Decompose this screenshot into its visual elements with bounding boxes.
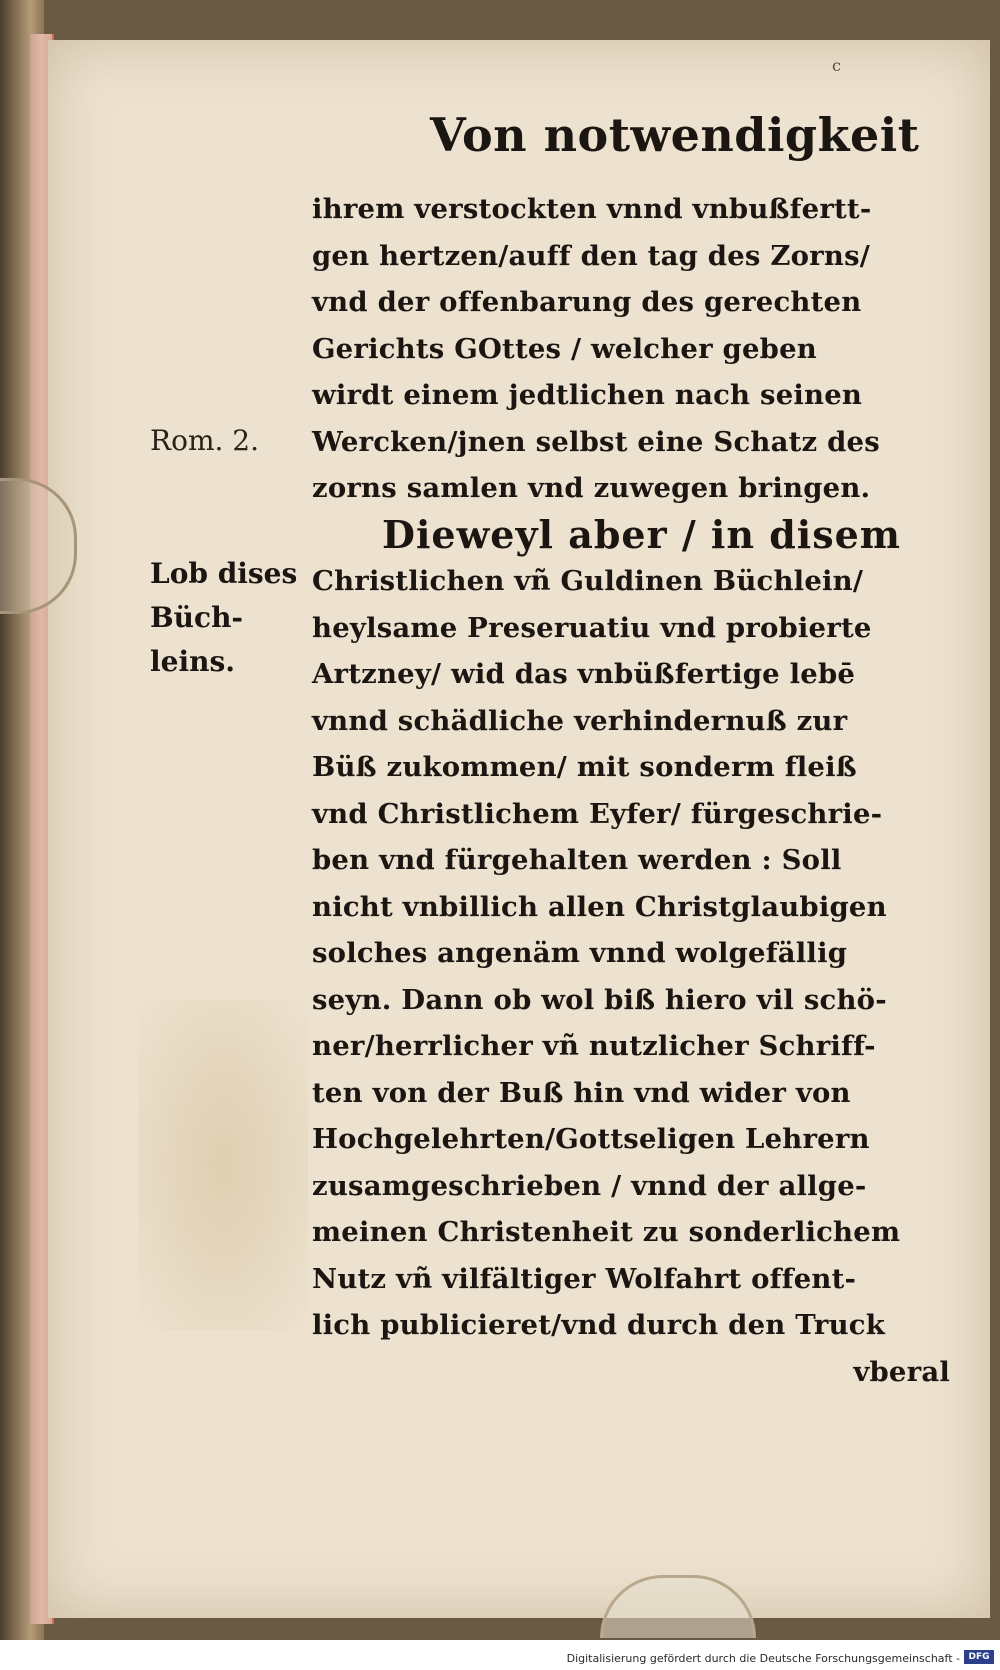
text-line: heylsame Preseruatiu vnd probierte (312, 611, 872, 644)
margin-note (150, 552, 297, 684)
paragraph-opening-line: Dieweyl aber / in disem (382, 511, 902, 557)
text-line: vnnd schädliche verhindernuß zur (312, 704, 848, 737)
text-line: Hochgelehrten/Gottseligen Lehrern (312, 1123, 870, 1155)
text-line: vnd der offenbarung des gerechten (312, 286, 862, 318)
catchword: vberal (853, 1355, 950, 1388)
text-line: wirdt einem jedtlichen nach seinen (312, 379, 863, 411)
margin-note-line: Lob dises (150, 557, 298, 590)
margin-note-line: Büch- (150, 601, 244, 634)
text-line: Büß zukommen/ mit sonderm fleiß (312, 751, 857, 783)
text-line: zusamgeschrieben / vnnd der allge- (312, 1169, 867, 1202)
margin-reference: Rom. 2. (150, 424, 260, 457)
text-line: meinen Christenheit zu sonderlichem (312, 1216, 901, 1248)
text-line: Nutz vñ vilfältiger Wolfahrt offent- (312, 1262, 857, 1295)
text-line: lich publicieret/vnd durch den Truck (312, 1309, 886, 1341)
digitization-credit: Digitalisierung gefördert durch die Deutsche Forschungsgemeinschaft - (566, 1652, 960, 1665)
text-line: Wercken/jnen selbst eine Schatz des (312, 425, 880, 458)
text-line: zorns samlen vnd zuwegen bringen. (312, 472, 871, 504)
text-line: gen hertzen/auff den tag des Zorns/ (312, 239, 870, 272)
running-head: Von notwendigkeit (430, 108, 920, 162)
page-number: c (832, 56, 841, 75)
text-line: seyn. Dann ob wol biß hiero vil schö- (312, 983, 887, 1016)
dfg-logo: DFG (964, 1650, 994, 1664)
text-line: nicht vnbillich allen Christglaubigen (312, 890, 887, 923)
text-line: solches angenäm vnnd wolgefällig (312, 937, 848, 969)
text-line: Christlichen vñ Guldinen Büchlein/ (312, 565, 864, 597)
margin-note-line: leins. (150, 645, 235, 678)
text-line: vnd Christlichem Eyfer/ fürgeschrie- (312, 797, 883, 830)
paper-stain (138, 1000, 308, 1330)
body-text (312, 186, 962, 1395)
text-line: ten von der Buß hin vnd wider von (312, 1076, 851, 1109)
text-line: ihrem verstockten vnnd vnbußfertt- (312, 193, 872, 225)
text-line: ben vnd fürgehalten werden : Soll (312, 844, 842, 876)
text-line: Artzney/ wid das vnbüßfertige lebē (312, 658, 856, 690)
text-line: Gerichts GOttes / welcher geben (312, 332, 817, 365)
text-line: ner/herrlicher vñ nutzlicher Schriff- (312, 1030, 876, 1062)
